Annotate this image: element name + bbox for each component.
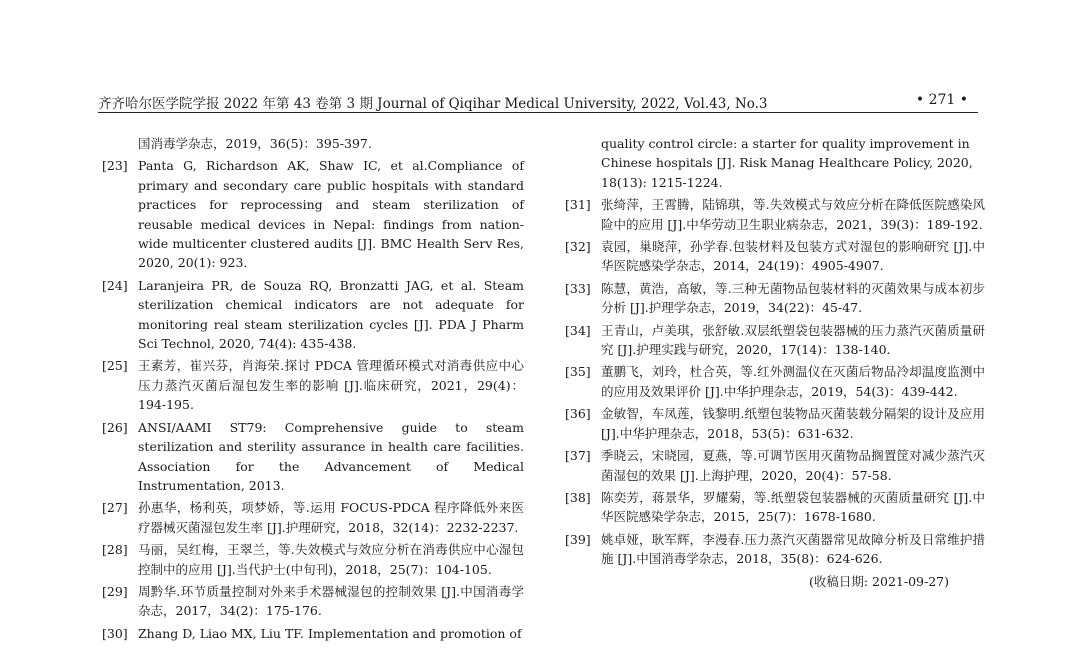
reference-number: [26]: [102, 419, 128, 435]
reference-text: Zhang D, Liao MX, Liu TF. Implementation and promotion of: [138, 625, 522, 641]
reference-text: Panta G, Richardson AK, Shaw IC, et al.Compliance of primary and secondary care public hospitals with standard practices for reprocessing and steam sterilization of reusable medical devices in Nepal: findings from nation-wide multicenter clustered audits [J]. BMC Health Serv Res, 2020, 20(1): 923.: [138, 158, 524, 271]
reference-item: [98, 582, 524, 621]
reference-text: 董鹏飞，刘玲，杜合英，等.红外测温仪在灭菌后物品冷却温度监测中的应用及效果评价 [J].中华护理杂志，2019，54(3)：439-442.: [601, 364, 985, 399]
reference-continuation: quality control circle: a starter for quality improvement in Chinese hospitals [J]. Risk Manag Healthcare Policy, 2020, 18(13): 1215-1224.: [601, 136, 973, 190]
reference-item: [98, 498, 524, 537]
reference-text: ANSI/AAMI ST79: Comprehensive guide to steam sterilization and sterility assurance in health care facilities. Association for the Advancement of Medical Instrumentation, 2013.: [138, 419, 524, 493]
reference-column-right: [561, 134, 985, 591]
reference-number: [27]: [102, 500, 128, 516]
reference-text: 马丽，吴红梅，王翠兰，等.失效模式与效应分析在消毒供应中心湿包控制中的应用 [J].当代护士(中旬刊)，2018，25(7)：104-105.: [138, 542, 524, 577]
reference-column-left: [98, 134, 524, 646]
reference-item: [561, 404, 985, 443]
reference-number: [30]: [102, 625, 128, 641]
reference-text: 陈慧，黄浩，高敏，等.三种无菌物品包装材料的灭菌效果与成本初步分析 [J].护理学杂志，2019，34(22)：45-47.: [601, 280, 985, 316]
journal-info: 齐齐哈尔医学院学报 2022 年第 43 卷第 3 期 Journal of Qiqihar Medical University, 2022, Vol.43, No.3: [98, 96, 768, 112]
reference-item: [561, 362, 985, 401]
reference-number: [25]: [102, 358, 128, 374]
reference-number: [23]: [102, 158, 128, 174]
reference-number: [36]: [565, 406, 591, 422]
reference-item: [98, 156, 524, 272]
reference-number: [24]: [102, 277, 128, 293]
reference-number: [31]: [565, 197, 591, 213]
reference-item: [98, 276, 524, 354]
reference-item: [98, 540, 524, 579]
reference-text: 陈奕芳，蒋景华，罗耀菊，等.纸塑袋包装器械的灭菌质量研究 [J].中华医院感染学杂志，2015，25(7)：1678-1680.: [601, 489, 985, 525]
reference-item: [98, 356, 524, 414]
reference-number: [35]: [565, 364, 591, 380]
reference-item: [561, 195, 985, 234]
reference-text: Laranjeira PR, de Souza RQ, Bronzatti JAG, et al. Steam sterilization chemical indicators are not adequate for monitoring real steam sterilization cycles [J]. PDA J Pharm Sci Technol, 2020, 74(4): 435-438.: [138, 277, 524, 352]
running-header: [98, 88, 978, 114]
reference-number: [34]: [565, 322, 591, 338]
reference-number: [33]: [565, 280, 591, 296]
reference-item: [561, 530, 985, 569]
reference-item: [561, 321, 985, 360]
reference-item: [561, 279, 985, 318]
reference-number: [28]: [102, 542, 128, 558]
reference-text: 季晓云，宋晓园，夏燕，等.可调节医用灭菌物品搁置筐对减少蒸汽灭菌湿包的效果 [J].上海护理，2020，20(4)：57-58.: [601, 448, 985, 483]
reference-number: [39]: [565, 531, 591, 547]
reference-number: [32]: [565, 239, 591, 255]
reference-text: 周黔华.环节质量控制对外来手术器械湿包的控制效果 [J].中国消毒学杂志，2017，34(2)：175-176.: [138, 583, 524, 619]
reference-item: [561, 237, 985, 276]
received-date: (收稿日期: 2021-09-27): [808, 573, 949, 589]
page-number: • 271 •: [915, 92, 968, 108]
reference-item: [561, 488, 985, 527]
reference-text: 王素芳，崔兴芬，肖海荣.探讨 PDCA 管理循环模式对消毒供应中心压力蒸汽灭菌后湿包发生率的影响 [J].临床研究，2021，29(4)：194-195.: [138, 358, 524, 413]
reference-text: 姚卓娅，耿军辉，李漫春.压力蒸汽灭菌器常见故障分析及日常维护措施 [J].中国消毒学杂志，2018，35(8)：624-626.: [601, 531, 985, 567]
reference-text: 孙惠华，杨利英，项梦娇，等.运用 FOCUS-PDCA 程序降低外来医疗器械灭菌湿包发生率 [J].护理研究，2018，32(14)：2232-2237.: [138, 500, 524, 535]
reference-number: [37]: [565, 448, 591, 464]
reference-number: [29]: [102, 583, 128, 599]
reference-item: [561, 446, 985, 485]
reference-text: 张绮萍，王霄腾，陆锦琪，等.失效模式与效应分析在降低医院感染风险中的应用 [J].中华劳动卫生职业病杂志，2021，39(3)：189-192.: [601, 197, 985, 232]
reference-item: [98, 418, 524, 496]
reference-text: 金敏智，车凤莲，钱黎明.纸塑包装物品灭菌装载分隔架的设计及应用 [J].中华护理杂志，2018，53(5)：631-632.: [601, 406, 985, 441]
reference-number: [38]: [565, 489, 591, 505]
reference-text: 王青山，卢美琪，张舒敏.双层纸塑袋包装器械的压力蒸汽灭菌质量研究 [J].护理实践与研究，2020，17(14)：138-140.: [601, 322, 985, 358]
reference-text: 袁园，巢晓萍，孙学春.包装材料及包装方式对湿包的影响研究 [J].中华医院感染学杂志，2014，24(19)：4905-4907.: [601, 239, 985, 274]
reference-item: [98, 624, 524, 643]
reference-continuation: 国消毒学杂志，2019，36(5)：395-397.: [138, 136, 372, 151]
header-rule: [98, 112, 978, 113]
